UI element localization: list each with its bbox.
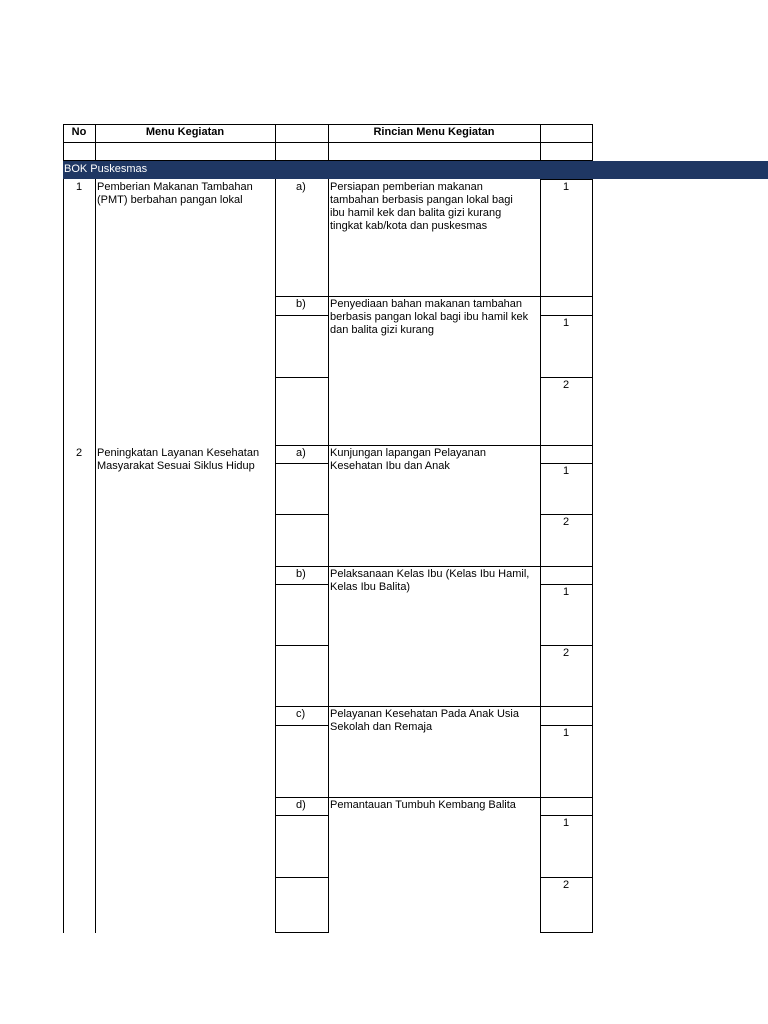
activity-menu-line: Masyarakat Sesuai Siklus Hidup — [97, 460, 255, 472]
header-rincian-menu-kegiatan: Rincian Menu Kegiatan — [373, 126, 495, 138]
sub-activity-detail-line: dan balita gizi kurang — [330, 324, 434, 336]
row-border — [540, 645, 593, 646]
sub-activity-detail-line: Pemantauan Tumbuh Kembang Balita — [330, 799, 516, 811]
sub-activity-detail-line: berbasis pangan lokal bagi ibu hamil kek — [330, 311, 529, 323]
item-number: 2 — [562, 379, 570, 391]
row-border — [275, 645, 329, 646]
row-border — [540, 377, 593, 378]
activity-menu-line: (PMT) berbahan pangan lokal — [97, 194, 243, 206]
sub-activity-detail-line: Kelas Ibu Balita) — [330, 581, 411, 593]
row-border — [275, 815, 329, 816]
header-menu-kegiatan: Menu Kegiatan — [145, 126, 225, 138]
item-number: 2 — [562, 516, 570, 528]
col-border-menu-left — [95, 179, 96, 933]
activity-number: 1 — [75, 181, 83, 193]
activity-number: 2 — [75, 447, 83, 459]
sub-activity-letter: a) — [296, 447, 306, 459]
sub-activity-detail-line: ibu hamil kek dan balita gizi kurang — [330, 207, 502, 219]
item-number: 1 — [562, 727, 570, 739]
row-border — [540, 932, 593, 933]
section-band-bok-puskesmas — [63, 161, 768, 179]
row-border — [275, 932, 329, 933]
row-border — [275, 566, 593, 567]
item-number: 1 — [562, 586, 570, 598]
item-number: 1 — [562, 317, 570, 329]
row-border — [540, 514, 593, 515]
col-border — [275, 124, 276, 161]
sub-activity-letter: b) — [296, 298, 306, 310]
sub-activity-letter: a) — [296, 181, 306, 193]
row-border — [275, 296, 593, 297]
row-border — [275, 315, 329, 316]
row-border — [540, 584, 593, 585]
col-border-rincian-left — [328, 179, 329, 933]
col-border — [540, 124, 541, 161]
sub-activity-detail-line: tambahan berbasis pangan lokal bagi — [330, 194, 513, 206]
header-no: No — [71, 126, 87, 138]
row-border — [540, 179, 593, 180]
sub-activity-letter: c) — [296, 708, 306, 720]
col-border — [592, 124, 593, 161]
row-border — [540, 725, 593, 726]
row-border — [540, 315, 593, 316]
sub-activity-detail-line: Pelayanan Kesehatan Pada Anak Usia — [330, 708, 519, 720]
sub-activity-detail-line: Kunjungan lapangan Pelayanan — [330, 447, 486, 459]
row-border — [275, 445, 593, 446]
activity-menu-line: Peningkatan Layanan Kesehatan — [97, 447, 260, 459]
col-border — [63, 124, 64, 161]
sub-activity-detail-line: Penyediaan bahan makanan tambahan — [330, 298, 523, 310]
row-border — [275, 377, 329, 378]
row-border — [275, 584, 329, 585]
row-border — [540, 815, 593, 816]
row-border — [275, 706, 593, 707]
row-border — [275, 877, 329, 878]
row-border — [275, 514, 329, 515]
sub-activity-letter: d) — [296, 799, 306, 811]
col-border — [95, 124, 96, 161]
row-border — [275, 725, 329, 726]
sub-activity-detail-line: Sekolah dan Remaja — [330, 721, 433, 733]
sub-activity-detail-line: Pelaksanaan Kelas Ibu (Kelas Ibu Hamil, — [330, 568, 530, 580]
row-border — [275, 797, 593, 798]
col-border-letter-left — [275, 179, 276, 933]
sub-activity-detail-line: tingkat kab/kota dan puskesmas — [330, 220, 488, 232]
item-number: 1 — [562, 465, 570, 477]
item-number: 2 — [562, 879, 570, 891]
col-border-item-right — [592, 179, 593, 933]
row-border — [540, 463, 593, 464]
section-title: BOK Puskesmas — [64, 163, 148, 175]
col-border — [328, 124, 329, 161]
sub-activity-detail-line: Persiapan pemberian makanan — [330, 181, 483, 193]
row-border — [275, 463, 329, 464]
item-number: 1 — [562, 817, 570, 829]
col-border-no-left — [63, 179, 64, 933]
sub-activity-detail-line: Kesehatan Ibu dan Anak — [330, 460, 450, 472]
item-number: 1 — [562, 181, 570, 193]
sub-activity-letter: b) — [296, 568, 306, 580]
row-border — [540, 877, 593, 878]
item-number: 2 — [562, 647, 570, 659]
activity-menu-line: Pemberian Makanan Tambahan — [97, 181, 253, 193]
